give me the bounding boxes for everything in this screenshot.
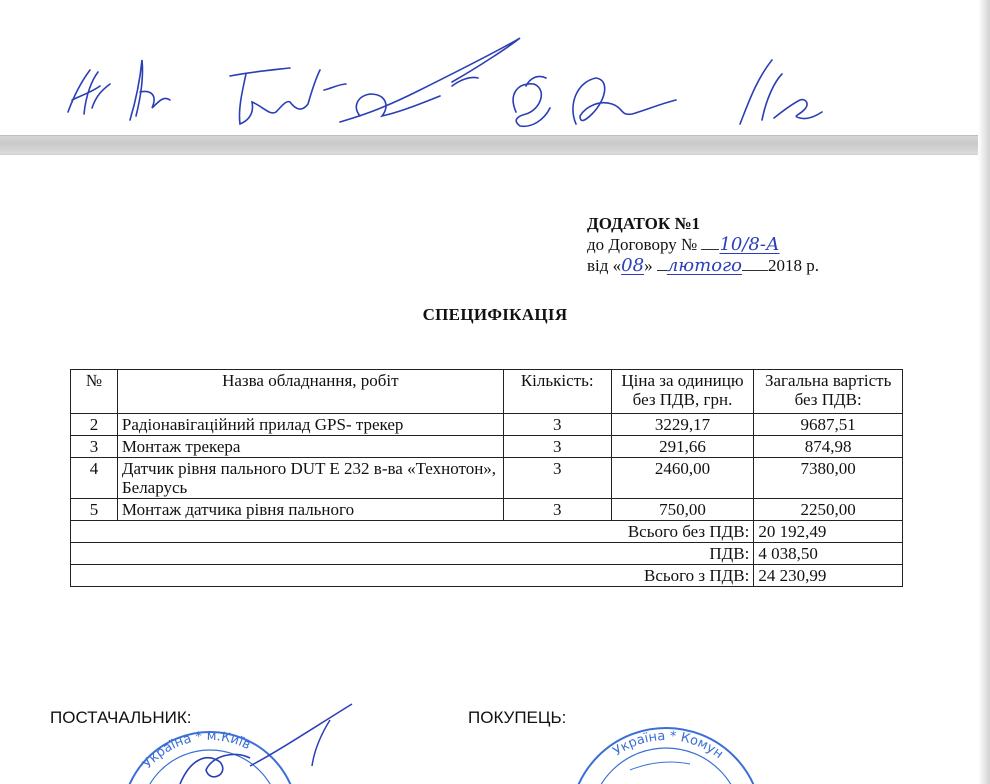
contract-line (587, 234, 819, 255)
table-header-row (71, 370, 903, 414)
date-day: 08 (621, 255, 645, 276)
table-row (71, 414, 903, 436)
summary-row (71, 565, 903, 587)
date-prefix: від « (587, 256, 622, 275)
row-price: 2460,00 (611, 458, 754, 499)
specification-table (70, 369, 903, 587)
header-num: № (71, 370, 118, 414)
page-separator (0, 135, 990, 155)
contract-blank (701, 249, 719, 250)
row-name: Монтаж трекера (117, 436, 503, 458)
supplier-signature-stroke (240, 700, 360, 770)
row-num: 3 (71, 436, 118, 458)
row-qty: 3 (503, 414, 611, 436)
appendix-title: ДОДАТОК №1 (587, 214, 701, 233)
supplier-label: ПОСТАЧАЛЬНИК: (50, 708, 192, 727)
date-month: лютого (666, 255, 742, 276)
row-total: 9687,51 (754, 414, 903, 436)
row-price: 750,00 (611, 499, 754, 521)
handwritten-signatures (40, 20, 860, 135)
header-total: Загальна вартість без ПДВ: (754, 370, 903, 414)
row-num: 5 (71, 499, 118, 521)
signatures-row (40, 20, 860, 135)
buyer-stamp-text: Україна * Комун (610, 728, 726, 763)
appendix-block (587, 213, 819, 276)
supplier-stamp-text: Україна * м.Київ (140, 728, 253, 772)
buyer-label: ПОКУПЕЦЬ: (468, 708, 567, 727)
header-qty: Кількість: (503, 370, 611, 414)
table-row (71, 436, 903, 458)
contract-prefix: до Договору № (587, 235, 698, 254)
date-line (587, 255, 819, 276)
row-qty: 3 (503, 436, 611, 458)
row-name: Датчик рівня пального DUT E 232 в-ва «Технотон», Беларусь (117, 458, 503, 499)
row-qty: 3 (503, 458, 611, 499)
row-num: 2 (71, 414, 118, 436)
summary-label-net: Всього без ПДВ: (71, 521, 754, 543)
row-price: 3229,17 (611, 414, 754, 436)
date-mid: » (644, 256, 653, 275)
summary-value-net: 20 192,49 (754, 521, 903, 543)
summary-row (71, 543, 903, 565)
summary-label-vat: ПДВ: (71, 543, 754, 565)
page-edge-shadow (978, 0, 990, 784)
previous-page-fragment (0, 0, 990, 135)
row-price: 291,66 (611, 436, 754, 458)
month-blank-right (742, 270, 768, 271)
summary-label-gross: Всього з ПДВ: (71, 565, 754, 587)
header-name: Назва обладнання, робіт (117, 370, 503, 414)
contract-number: 10/8-А (719, 234, 780, 255)
row-total: 2250,00 (754, 499, 903, 521)
month-blank-left (657, 270, 667, 271)
row-name: Монтаж датчика рівня пального (117, 499, 503, 521)
header-price: Ціна за одиницю без ПДВ, грн. (611, 370, 754, 414)
summary-row (71, 521, 903, 543)
summary-value-gross: 24 230,99 (754, 565, 903, 587)
row-qty: 3 (503, 499, 611, 521)
row-name: Радіонавігаційний прилад GPS- трекер (117, 414, 503, 436)
row-num: 4 (71, 458, 118, 499)
date-suffix: 2018 р. (767, 256, 819, 275)
table-row (71, 499, 903, 521)
summary-value-vat: 4 038,50 (754, 543, 903, 565)
row-total: 7380,00 (754, 458, 903, 499)
buyer-stamp (560, 700, 770, 784)
table-row (71, 458, 903, 499)
row-total: 874,98 (754, 436, 903, 458)
specification-title: СПЕЦИФІКАЦІЯ (422, 305, 568, 324)
